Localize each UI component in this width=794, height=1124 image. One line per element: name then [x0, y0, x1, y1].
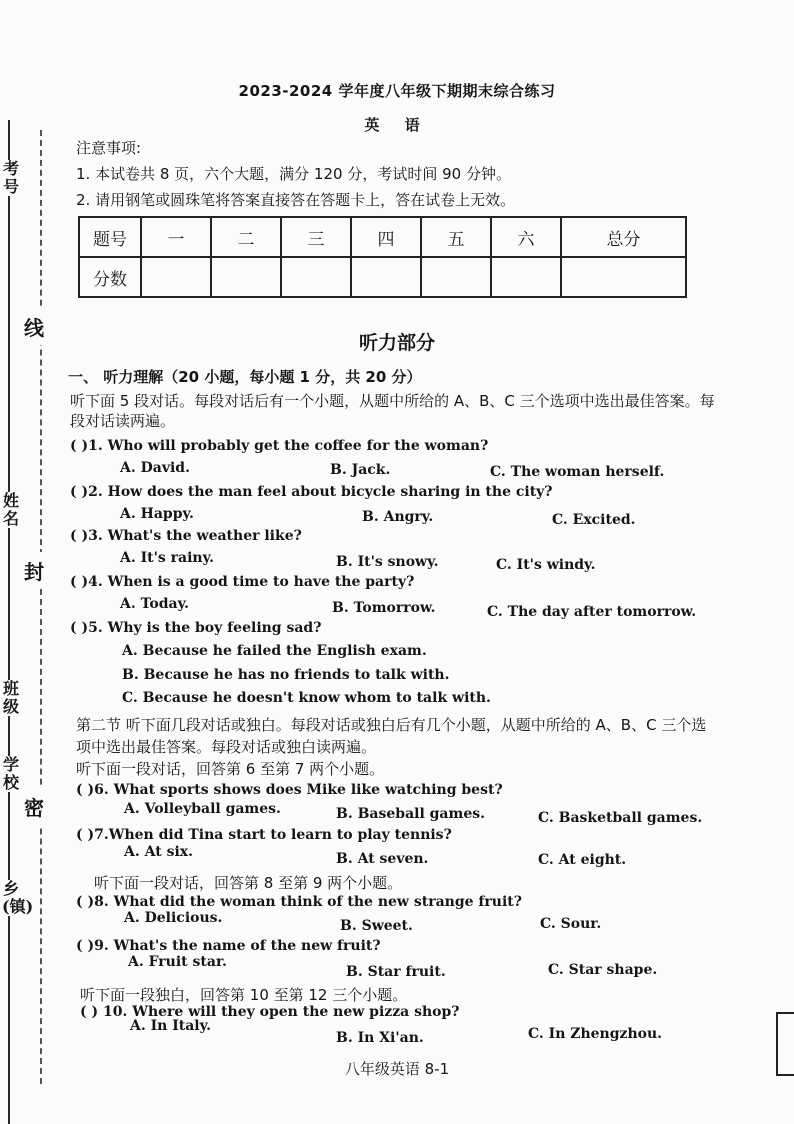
- side-label-exam-number: 考号: [2, 159, 19, 196]
- score-header-cell: 六: [491, 217, 561, 257]
- option: A. Today.: [120, 596, 190, 612]
- side-label-name: 姓名: [2, 491, 19, 528]
- score-cell: [141, 257, 211, 297]
- option: C. Star shape.: [548, 962, 658, 978]
- seal-secret: 密: [24, 788, 44, 825]
- option: A. Because he failed the English exam.: [122, 643, 427, 659]
- option: C. Sour.: [540, 916, 602, 932]
- score-header-cell: 二: [211, 217, 281, 257]
- page-footer: 八年级英语 8-1: [344, 1060, 450, 1078]
- seal-seal: 封: [24, 552, 44, 589]
- option: B. Angry.: [362, 509, 434, 525]
- instruction-line: 第二节 听下面几段对话或独白。每段对话或独白后有几个小题，从题中所给的 A、B、C 三个选: [76, 716, 707, 734]
- score-header-cell: 五: [421, 217, 491, 257]
- score-cell: [211, 257, 281, 297]
- side-label-class: 班级: [2, 679, 19, 716]
- question-stem: ( ) 10. Where will they open the new pizza shop?: [80, 1004, 460, 1020]
- option: B. Because he has no friends to talk with.: [122, 667, 450, 683]
- score-header-cell: 三: [281, 217, 351, 257]
- option: A. David.: [120, 460, 190, 476]
- exam-title: 2023-2024 学年度八年级下期期末综合练习: [238, 82, 556, 100]
- option: C. The woman herself.: [490, 464, 665, 480]
- score-table: [78, 216, 687, 298]
- option: A. Happy.: [120, 506, 194, 522]
- section-title: 听力部分: [358, 332, 435, 354]
- score-cell: [351, 257, 421, 297]
- option: B. Sweet.: [340, 918, 413, 934]
- question-stem: ( )8. What did the woman think of the new strange fruit?: [76, 894, 522, 910]
- option: A. In Italy.: [130, 1018, 212, 1034]
- option: B. In Xi'an.: [336, 1030, 424, 1046]
- option: A. Delicious.: [124, 910, 223, 926]
- sub-instruction: 听下面一段对话，回答第 8 至第 9 两个小题。: [94, 874, 403, 892]
- notes-heading: 注意事项:: [76, 139, 142, 157]
- instruction-line: 段对话读两遍。: [70, 412, 176, 430]
- question-stem: ( )6. What sports shows does Mike like watching best?: [76, 782, 503, 798]
- option: B. Baseball games.: [336, 806, 485, 822]
- note-item: 1. 本试卷共 8 页，六个大题，满分 120 分，考试时间 90 分钟。: [76, 165, 511, 183]
- instruction-line: 项中选出最佳答案。每段对话或独白读两遍。: [76, 738, 377, 756]
- option: C. In Zhengzhou.: [528, 1026, 663, 1042]
- part-heading: 一、 听力理解（20 小题，每小题 1 分，共 20 分）: [68, 368, 422, 386]
- option: B. Tomorrow.: [332, 600, 436, 616]
- score-cell: [281, 257, 351, 297]
- sub-instruction: 听下面一段独白，回答第 10 至第 12 三个小题。: [80, 986, 408, 1004]
- question-stem: ( )5. Why is the boy feeling sad?: [70, 620, 322, 636]
- option: C. Excited.: [552, 512, 636, 528]
- instruction-line: 听下面 5 段对话。每段对话后有一个小题，从题中所给的 A、B、C 三个选项中选出最佳答案。每: [70, 392, 715, 410]
- option: B. Jack.: [330, 462, 391, 478]
- option: B. At seven.: [336, 851, 429, 867]
- side-label-school: 学校: [2, 755, 19, 792]
- sub-instruction: 听下面一段对话，回答第 6 至第 7 两个小题。: [76, 760, 385, 778]
- option: B. It's snowy.: [336, 554, 439, 570]
- option: B. Star fruit.: [346, 964, 446, 980]
- option: A. Fruit star.: [128, 954, 227, 970]
- note-item: 2. 请用钢笔或圆珠笔将答案直接答在答题卡上，答在试卷上无效。: [76, 191, 516, 209]
- option: C. The day after tomorrow.: [487, 604, 697, 620]
- score-row-label: 分数: [79, 257, 141, 297]
- question-stem: ( )9. What's the name of the new fruit?: [76, 938, 381, 954]
- question-stem: ( )4. When is a good time to have the party?: [70, 574, 415, 590]
- binding-line: [8, 120, 10, 1124]
- seal-line: 线: [24, 308, 44, 345]
- question-stem: ( )2. How does the man feel about bicycle sharing in the city?: [70, 484, 553, 500]
- score-cell: [421, 257, 491, 297]
- question-stem: ( )1. Who will probably get the coffee for the woman?: [70, 438, 489, 454]
- option: A. Volleyball games.: [124, 801, 281, 817]
- side-label-town: 乡(镇): [2, 879, 34, 916]
- question-stem: ( )7.When did Tina start to learn to play tennis?: [76, 827, 452, 843]
- cut-line: [40, 130, 42, 1084]
- score-header-cell: 总分: [561, 217, 686, 257]
- score-header-cell: 题号: [79, 217, 141, 257]
- score-cell: [561, 257, 686, 297]
- score-header-cell: 一: [141, 217, 211, 257]
- option: C. It's windy.: [496, 557, 596, 573]
- question-stem: ( )3. What's the weather like?: [70, 528, 302, 544]
- option: C. At eight.: [538, 852, 627, 868]
- binding-margin: [0, 120, 56, 1124]
- option: C. Because he doesn't know whom to talk with.: [122, 690, 491, 706]
- option: A. At six.: [124, 844, 193, 860]
- option: A. It's rainy.: [120, 550, 215, 566]
- subject-title: 英 语: [364, 116, 430, 134]
- score-cell: [491, 257, 561, 297]
- score-header-cell: 四: [351, 217, 421, 257]
- option: C. Basketball games.: [538, 810, 703, 826]
